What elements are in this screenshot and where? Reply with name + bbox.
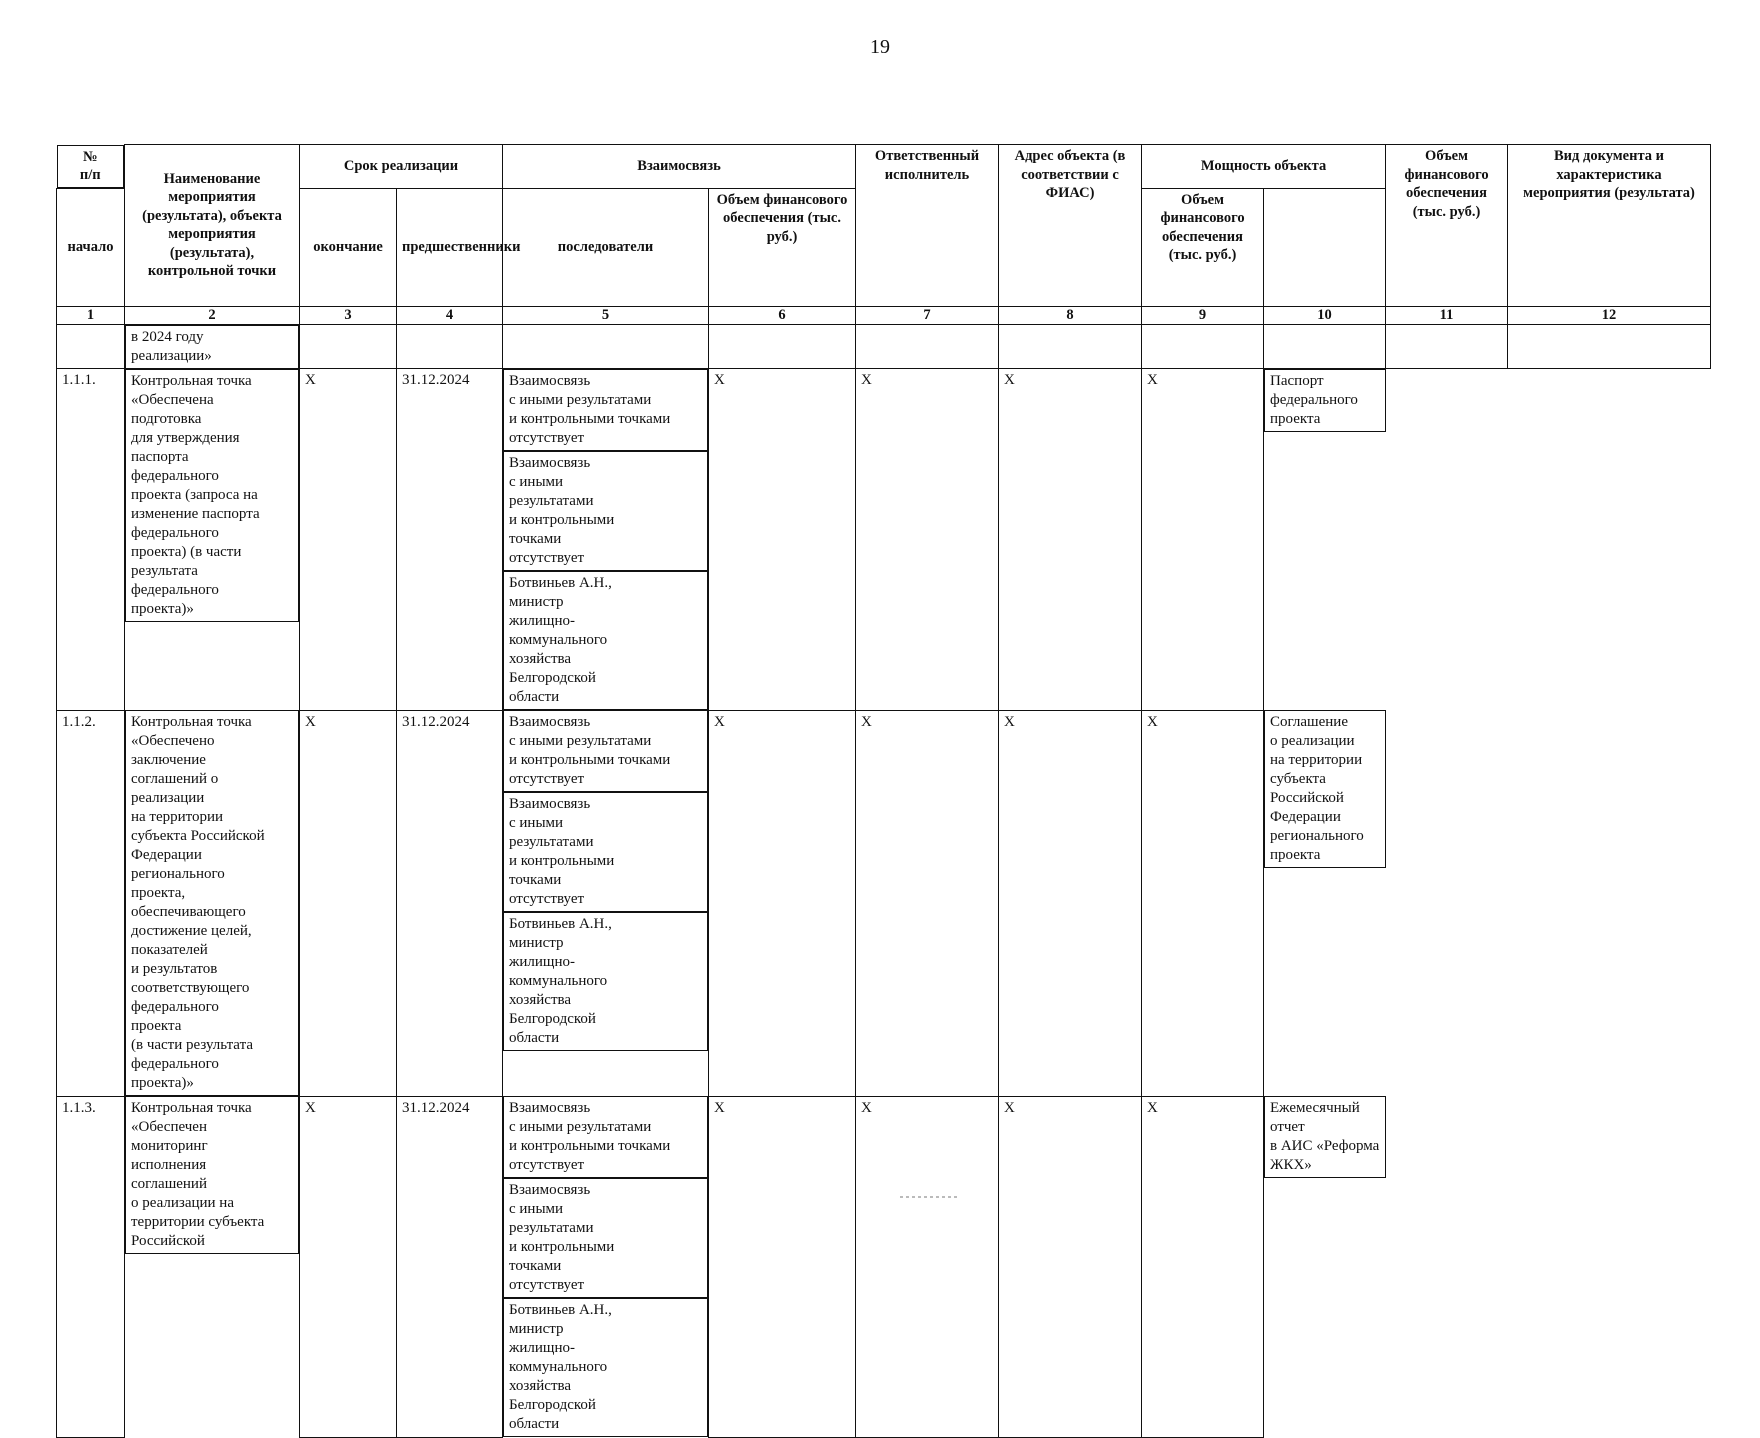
scan-artifact: [900, 1196, 960, 1198]
row-cap2: X: [999, 1096, 1142, 1437]
header-fin-volume: Объем финансового обеспечения (тыс. руб.): [1386, 145, 1508, 307]
activity-table: [56, 144, 1711, 1438]
row-cap1: X: [856, 1096, 999, 1437]
header-doc-type: Вид документа и характеристика мероприятия (результата): [1508, 145, 1711, 307]
column-number: 11: [1386, 306, 1508, 324]
header-term-start: начало: [57, 188, 125, 306]
header-num: № п/п: [57, 145, 125, 188]
row-num: 1.1.3.: [57, 1096, 125, 1437]
page-number: 19: [870, 36, 890, 58]
row-doc: Соглашение о реализации на территории субъекта Российской Федерации регионального проекта: [1264, 710, 1386, 868]
row-predecessors: Взаимосвязь с иными результатами и контрольными точками отсутствует: [503, 1096, 708, 1178]
row-cap2: X: [999, 369, 1142, 711]
row-name: Контрольная точка «Обеспечено заключение соглашений о реализации на территории субъекта Российской Федерации регионального проекта, обеспечивающего достижение целей, показателей и результатов соответствующего федерального проекта (в части результата федерального проекта)»: [125, 710, 299, 1096]
row-responsible: Ботвиньев А.Н., министр жилищно- коммунального хозяйства Белгородской области: [503, 912, 708, 1051]
row-address: X: [709, 369, 856, 711]
column-number: 3: [300, 306, 397, 324]
header-address: Адрес объекта (в соответствии с ФИАС): [999, 145, 1142, 307]
row-fin: X: [1142, 369, 1264, 711]
row-responsible: Ботвиньев А.Н., министр жилищно- коммунального хозяйства Белгородской области: [503, 1298, 708, 1437]
column-number: 4: [397, 306, 503, 324]
row-num: 1.1.1.: [57, 369, 125, 711]
column-number: 8: [999, 306, 1142, 324]
header-relation: Взаимосвязь: [503, 145, 856, 189]
row-end: 31.12.2024: [397, 710, 503, 1096]
row-predecessors: Взаимосвязь с иными результатами и контрольными точками отсутствует: [503, 369, 708, 451]
column-number: 7: [856, 306, 999, 324]
row-predecessors: Взаимосвязь с иными результатами и контрольными точками отсутствует: [503, 710, 708, 792]
row-fin: X: [1142, 710, 1264, 1096]
continuation-name: в 2024 году реализации»: [125, 325, 299, 369]
row-start: X: [300, 369, 397, 711]
continuation-row: [57, 324, 1711, 369]
header-cap-volume-1: Объем финансового обеспечения (тыс. руб.): [709, 188, 856, 306]
row-address: X: [709, 710, 856, 1096]
row-num: 1.1.2.: [57, 710, 125, 1096]
row-doc: Ежемесячный отчет в АИС «Реформа ЖКХ»: [1264, 1096, 1386, 1178]
header-successors: последователи: [503, 188, 709, 306]
table-row: [57, 710, 1711, 1096]
column-number: 6: [709, 306, 856, 324]
column-number: 1: [57, 306, 125, 324]
row-doc: Паспорт федерального проекта: [1264, 369, 1386, 432]
header-predecessors: предшественники: [397, 188, 503, 306]
column-number: 10: [1264, 306, 1386, 324]
column-number: 12: [1508, 306, 1711, 324]
row-fin: X: [1142, 1096, 1264, 1437]
table-row: [57, 369, 1711, 711]
row-cap1: X: [856, 710, 999, 1096]
column-number: 9: [1142, 306, 1264, 324]
row-start: X: [300, 710, 397, 1096]
row-successors: Взаимосвязь с иными результатами и контрольными точками отсутствует: [503, 451, 708, 571]
row-start: X: [300, 1096, 397, 1437]
header-capacity: Мощность объекта: [1142, 145, 1386, 189]
header-term-end: окончание: [300, 188, 397, 306]
header-cap-volume-2: Объем финансового обеспечения (тыс. руб.): [1142, 188, 1264, 306]
row-cap1: X: [856, 369, 999, 711]
column-number: 5: [503, 306, 709, 324]
row-end: 31.12.2024: [397, 1096, 503, 1437]
header-term: Срок реализации: [300, 145, 503, 189]
row-name: Контрольная точка «Обеспечен мониторинг исполнения соглашений о реализации на территории субъекта Российской: [125, 1096, 299, 1254]
row-name: Контрольная точка «Обеспечена подготовка для утверждения паспорта федерального проекта (запроса на изменение паспорта федерального проекта) (в части результата федерального проекта)»: [125, 369, 299, 622]
header-responsible: Ответственный исполнитель: [856, 145, 999, 307]
row-successors: Взаимосвязь с иными результатами и контрольными точками отсутствует: [503, 1178, 708, 1298]
row-successors: Взаимосвязь с иными результатами и контрольными точками отсутствует: [503, 792, 708, 912]
column-number: 2: [125, 306, 300, 324]
row-address: X: [709, 1096, 856, 1437]
table-row: [57, 1096, 1711, 1437]
row-end: 31.12.2024: [397, 369, 503, 711]
header-name: Наименование мероприятия (результата), объекта мероприятия (результата), контрольной точки: [125, 145, 300, 307]
row-cap2: X: [999, 710, 1142, 1096]
row-responsible: Ботвиньев А.Н., министр жилищно- коммунального хозяйства Белгородской области: [503, 571, 708, 710]
